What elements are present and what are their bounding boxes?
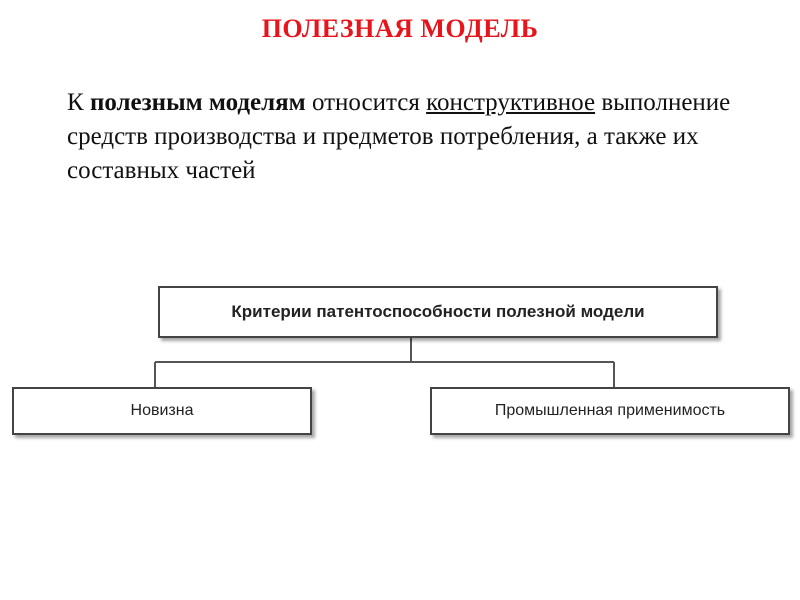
criteria-root-box: Критерии патентоспособности полезной модели (158, 286, 718, 338)
intro-prefix: К (67, 89, 90, 116)
slide-title: ПОЛЕЗНАЯ МОДЕЛЬ (261, 14, 539, 43)
intro-rest: выполнение средств производства и предметов потребления, а также их составных частей (67, 89, 731, 184)
intro-bold-term: полезным моделям (89, 89, 306, 116)
criteria-industrial-applicability-box: Промышленная применимость (430, 387, 790, 435)
intro-underlined-term: конструктивное (426, 89, 596, 116)
criteria-novelty-box: Новизна (12, 387, 312, 435)
intro-middle: относится (305, 89, 427, 116)
